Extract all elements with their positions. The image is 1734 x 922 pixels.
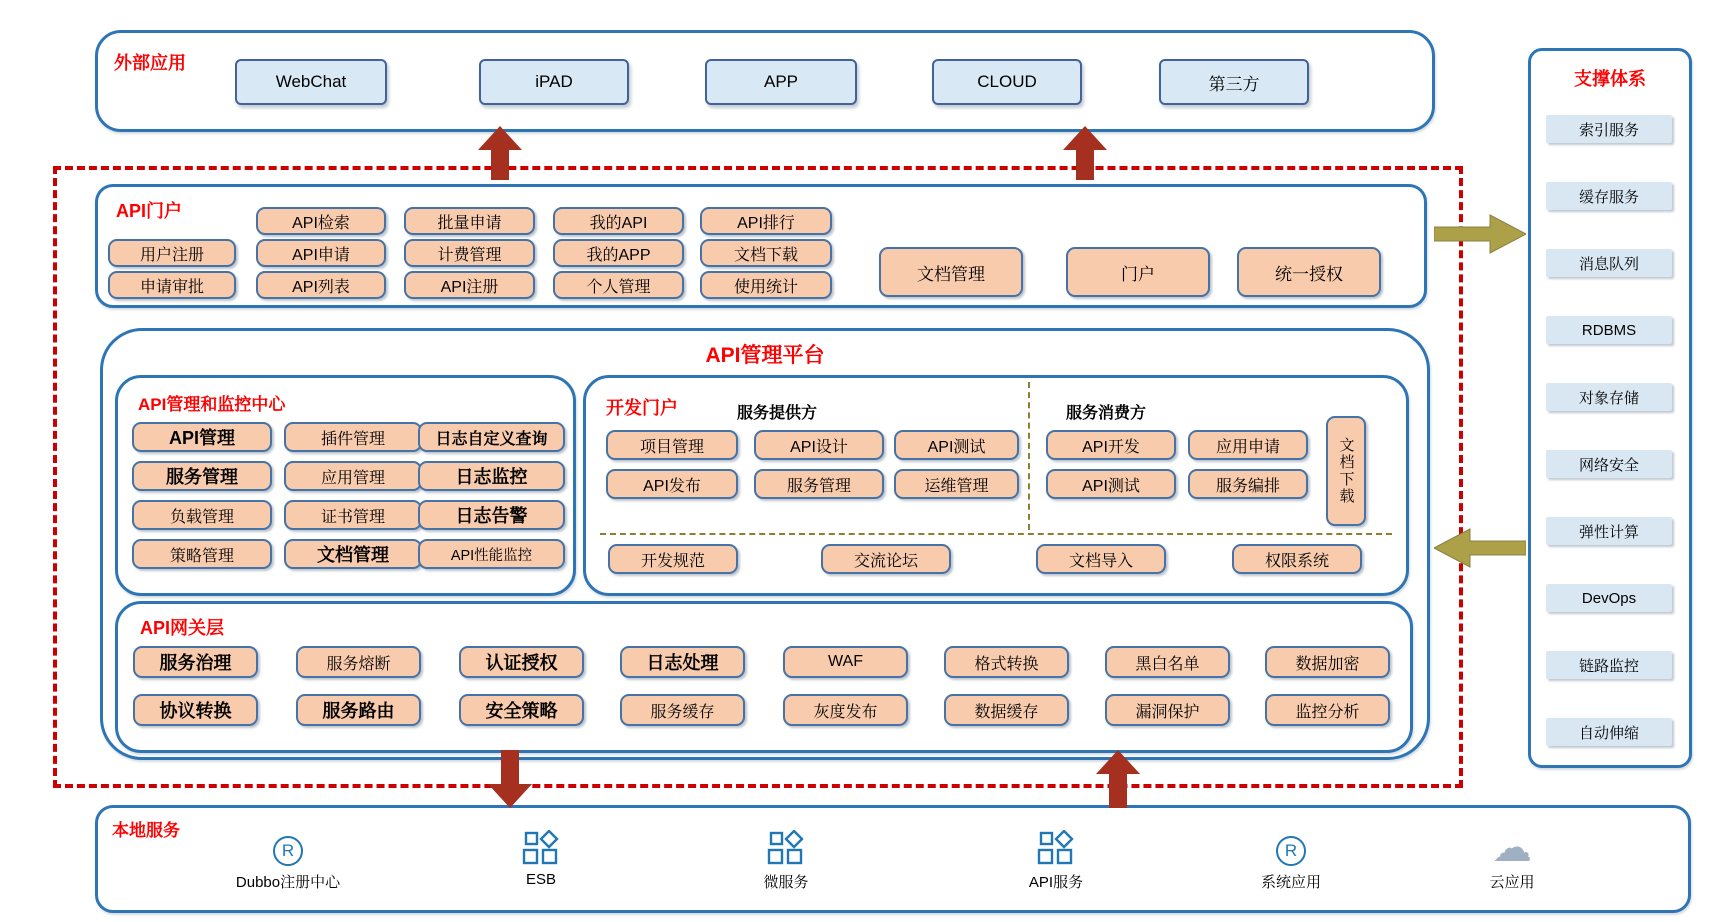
api-portal-section — [95, 184, 1427, 308]
dev-bottom-box: 文档导入 — [1036, 544, 1166, 574]
external-apps-title: 外部应用 — [114, 53, 186, 73]
local-service-item — [1201, 828, 1381, 892]
support-item: 自动伸缩 — [1546, 718, 1672, 746]
external-apps-section — [95, 30, 1435, 132]
portal-box: 文档下载 — [700, 239, 832, 267]
portal-box: 计费管理 — [404, 239, 535, 267]
local-service-label: 微服务 — [763, 874, 809, 891]
monitor-box: 日志自定义查询 — [418, 422, 565, 452]
portal-box: 统一授权 — [1237, 247, 1381, 297]
external-app-box: WebChat — [235, 59, 387, 105]
doc-download-vertical-box: 文档下载 — [1326, 416, 1366, 526]
local-service-label: 云应用 — [1489, 874, 1535, 891]
local-service-item — [696, 828, 876, 892]
up-arrow — [478, 126, 522, 180]
portal-box: 使用统计 — [700, 271, 832, 299]
modules-icon — [522, 830, 560, 866]
gateway-box: 服务路由 — [296, 694, 421, 726]
dev-portal-title: 开发门户 — [606, 398, 678, 418]
support-item: 网络安全 — [1546, 450, 1672, 478]
provider-consumer-divider — [1028, 382, 1030, 530]
provider-header: 服务提供方 — [736, 405, 817, 422]
local-services-section — [95, 805, 1691, 913]
local-service-label: Dubbo注册中心 — [235, 874, 341, 891]
local-service-item — [966, 828, 1146, 892]
modules-icon — [767, 830, 805, 866]
monitor-box: 日志监控 — [418, 461, 565, 491]
portal-box: API检索 — [256, 207, 386, 235]
gateway-box: 协议转换 — [133, 694, 258, 726]
monitor-box: 服务管理 — [132, 461, 272, 491]
api-platform-section — [100, 328, 1430, 760]
gateway-title: API网关层 — [140, 618, 225, 638]
support-item: 索引服务 — [1546, 115, 1672, 143]
support-system-sidebar — [1528, 48, 1692, 768]
external-app-box: CLOUD — [932, 59, 1082, 105]
gateway-box: 漏洞保护 — [1105, 694, 1230, 726]
portal-box: 批量申请 — [404, 207, 535, 235]
provider-box: 项目管理 — [606, 430, 738, 460]
registered-icon: R — [273, 836, 303, 866]
cloud-icon: ☁ — [1492, 826, 1532, 870]
local-service-label: API服务 — [1028, 874, 1084, 891]
registered-icon: R — [1276, 836, 1306, 866]
dev-portal-section — [583, 375, 1409, 596]
external-app-box: iPAD — [479, 59, 629, 105]
local-service-item — [198, 828, 378, 892]
gateway-box: 黑白名单 — [1105, 646, 1230, 678]
gateway-box: 服务治理 — [133, 646, 258, 678]
provider-box: 运维管理 — [894, 469, 1019, 499]
gateway-box: WAF — [783, 646, 908, 678]
gateway-box: 数据加密 — [1265, 646, 1390, 678]
consumer-box: API测试 — [1046, 469, 1176, 499]
consumer-box: 服务编排 — [1188, 469, 1308, 499]
monitor-center-section — [115, 375, 576, 596]
local-service-item — [1422, 828, 1602, 892]
portal-box: API注册 — [404, 271, 535, 299]
down-arrow — [488, 750, 532, 808]
portal-box: 用户注册 — [108, 239, 236, 267]
dev-bottom-box: 权限系统 — [1232, 544, 1362, 574]
portal-box: 门户 — [1066, 247, 1210, 297]
modules-icon — [1037, 830, 1075, 866]
external-app-box: 第三方 — [1159, 59, 1309, 105]
portal-box: 申请审批 — [108, 271, 236, 299]
support-system-title: 支撑体系 — [1574, 69, 1646, 89]
monitor-center-title: API管理和监控中心 — [138, 395, 286, 414]
portal-box: 我的APP — [553, 239, 684, 267]
monitor-box: 日志告警 — [418, 500, 565, 530]
gateway-box: 灰度发布 — [783, 694, 908, 726]
local-service-item — [451, 828, 631, 888]
support-item: 链路监控 — [1546, 651, 1672, 679]
dev-bottom-box: 开发规范 — [608, 544, 738, 574]
right-arrow — [1434, 214, 1526, 254]
gateway-box: 数据缓存 — [944, 694, 1069, 726]
portal-box: API列表 — [256, 271, 386, 299]
dev-bottom-divider — [600, 533, 1392, 535]
support-item: 缓存服务 — [1546, 182, 1672, 210]
monitor-box: 策略管理 — [132, 539, 272, 569]
external-app-box: APP — [705, 59, 857, 105]
gateway-box: 认证授权 — [459, 646, 584, 678]
support-item: 消息队列 — [1546, 249, 1672, 277]
gateway-box: 日志处理 — [620, 646, 745, 678]
consumer-header: 服务消费方 — [1065, 405, 1146, 422]
provider-box: API发布 — [606, 469, 738, 499]
gateway-section — [115, 601, 1413, 753]
gateway-box: 监控分析 — [1265, 694, 1390, 726]
monitor-box: 插件管理 — [284, 422, 422, 452]
monitor-box: 证书管理 — [284, 500, 422, 530]
provider-box: 服务管理 — [754, 469, 884, 499]
dev-bottom-box: 交流论坛 — [821, 544, 951, 574]
monitor-box: API性能监控 — [418, 539, 565, 569]
local-services-title: 本地服务 — [112, 821, 180, 840]
portal-box: API排行 — [700, 207, 832, 235]
support-item: RDBMS — [1546, 316, 1672, 344]
local-service-label: ESB — [525, 871, 556, 888]
up-arrow — [1063, 126, 1107, 180]
support-item: 对象存储 — [1546, 383, 1672, 411]
consumer-box: API开发 — [1046, 430, 1176, 460]
gateway-box: 服务熔断 — [296, 646, 421, 678]
portal-box: 个人管理 — [553, 271, 684, 299]
support-item: DevOps — [1546, 584, 1672, 612]
provider-box: API设计 — [754, 430, 884, 460]
portal-box: 文档管理 — [879, 247, 1023, 297]
support-item: 弹性计算 — [1546, 517, 1672, 545]
gateway-box: 格式转换 — [944, 646, 1069, 678]
provider-box: API测试 — [894, 430, 1019, 460]
api-portal-title: API门户 — [116, 201, 183, 221]
portal-box: API申请 — [256, 239, 386, 267]
local-service-label: 系统应用 — [1260, 874, 1321, 891]
monitor-box: 应用管理 — [284, 461, 422, 491]
api-platform-title: API管理平台 — [705, 344, 825, 367]
gateway-box: 服务缓存 — [620, 694, 745, 726]
monitor-box: API管理 — [132, 422, 272, 452]
monitor-box: 负载管理 — [132, 500, 272, 530]
up-arrow — [1096, 750, 1140, 808]
left-arrow — [1434, 528, 1526, 568]
consumer-box: 应用申请 — [1188, 430, 1308, 460]
gateway-box: 安全策略 — [459, 694, 584, 726]
monitor-box: 文档管理 — [284, 539, 422, 569]
portal-box: 我的API — [553, 207, 684, 235]
